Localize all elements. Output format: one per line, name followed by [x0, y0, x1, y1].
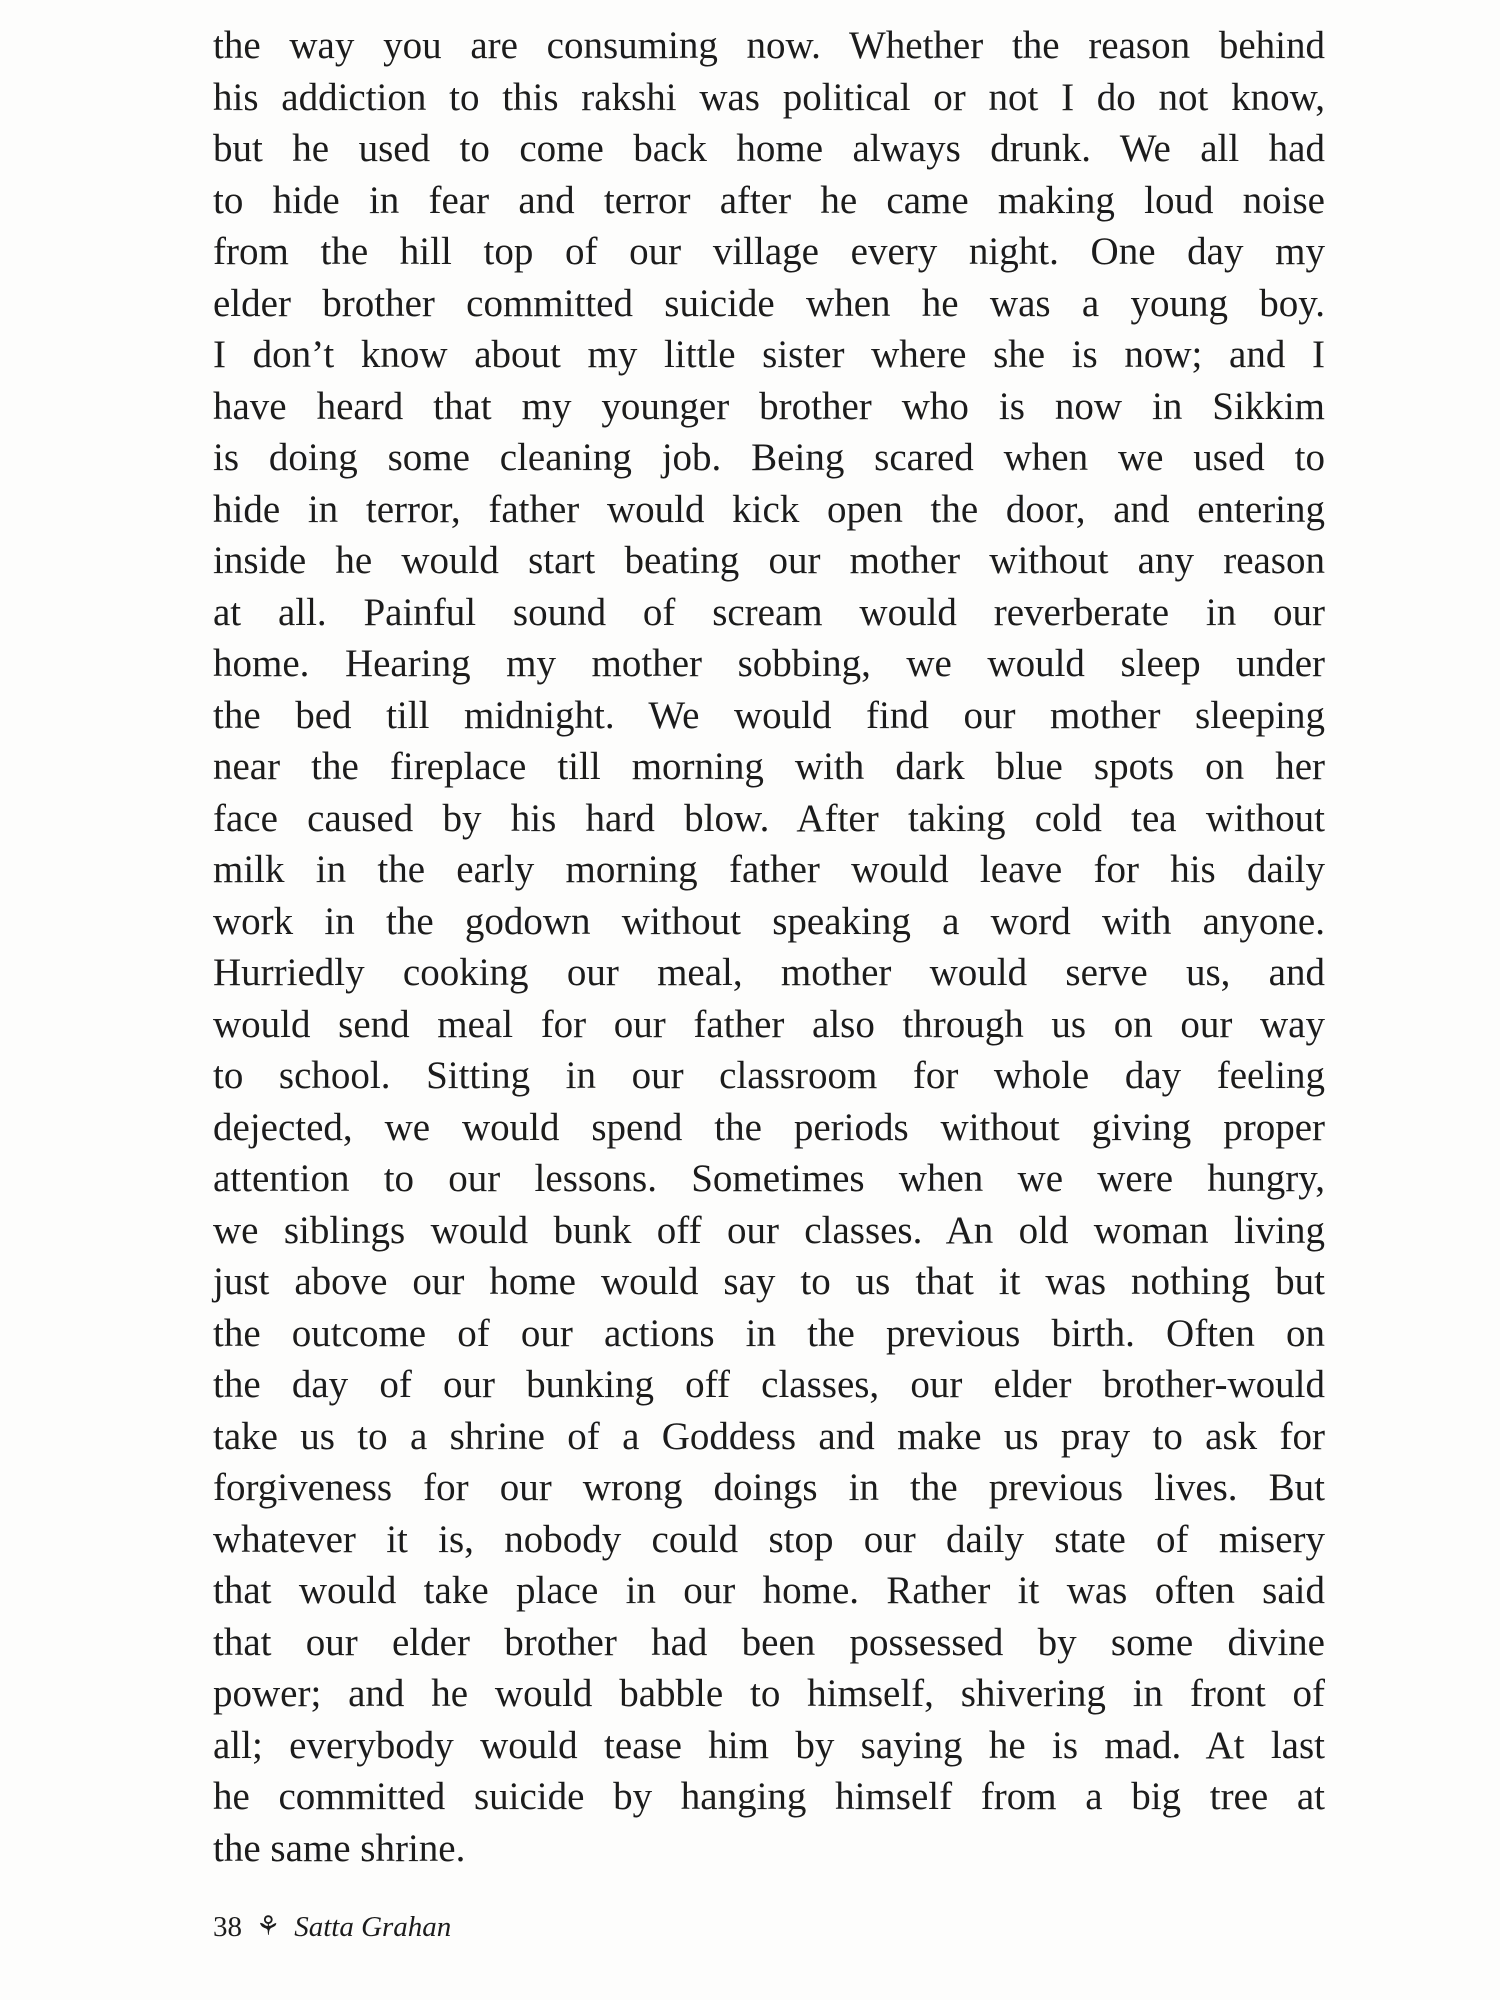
text-line: take us to a shrine of a Goddess and make us pray to ask for: [213, 1414, 1325, 1458]
ornament-icon: ⚘: [256, 1911, 281, 1942]
text-line: that our elder brother had been possessed by some divine: [213, 1620, 1325, 1664]
text-line: from the hill top of our village every night. One day my: [213, 230, 1325, 273]
text-line: at all. Painful sound of scream would reverberate in our: [213, 590, 1325, 634]
text-line: but he used to come back home always drunk. We all had: [213, 127, 1325, 170]
page-footer: [213, 1905, 451, 1949]
text-line: near the fireplace till morning with dark blue spots on her: [213, 745, 1325, 788]
text-line: have heard that my younger brother who is now in Sikkim: [213, 384, 1325, 428]
text-line: the way you are consuming now. Whether the reason behind: [213, 24, 1325, 67]
text-line: whatever it is, nobody could stop our daily state of misery: [213, 1517, 1325, 1561]
text-line: the day of our bunking off classes, our elder brother-would: [213, 1363, 1325, 1406]
text-line: hide in terror, father would kick open the door, and entering: [213, 487, 1325, 531]
page-number: 38: [213, 1911, 242, 1943]
text-line: all; everybody would tease him by saying he is mad. At last: [213, 1723, 1325, 1767]
text-line: work in the godown without speaking a word with anyone.: [213, 899, 1325, 943]
body-paragraph: [213, 20, 1325, 1874]
text-line: power; and he would babble to himself, shivering in front of: [213, 1672, 1325, 1715]
text-line: forgiveness for our wrong doings in the previous lives. But: [213, 1466, 1325, 1509]
text-line: his addiction to this rakshi was political or not I do not know,: [213, 75, 1325, 119]
text-line: the outcome of our actions in the previous birth. Often on: [213, 1311, 1325, 1355]
text-line: home. Hearing my mother sobbing, we would sleep under: [213, 642, 1325, 685]
text-line: just above our home would say to us that it was nothing but: [213, 1260, 1325, 1303]
text-line: is doing some cleaning job. Being scared when we used to: [213, 436, 1325, 479]
text-line: Hurriedly cooking our meal, mother would serve us, and: [213, 951, 1325, 994]
text-line: dejected, we would spend the periods without giving proper: [213, 1105, 1325, 1149]
text-line: would send meal for our father also through us on our way: [213, 1002, 1325, 1046]
text-line: the same shrine.: [213, 1826, 466, 1870]
text-line: we siblings would bunk off our classes. An old woman living: [213, 1208, 1325, 1252]
text-line: I don’t know about my little sister where she is now; and I: [213, 333, 1325, 376]
text-line: that would take place in our home. Rather it was often said: [213, 1569, 1325, 1612]
text-line: elder brother committed suicide when he was a young boy.: [213, 281, 1325, 325]
text-line: attention to our lessons. Sometimes when we were hungry,: [213, 1157, 1325, 1200]
running-title: Satta Grahan: [294, 1911, 452, 1943]
text-line: milk in the early morning father would leave for his daily: [213, 848, 1325, 891]
text-line: the bed till midnight. We would find our mother sleeping: [213, 693, 1325, 737]
text-line: he committed suicide by hanging himself from a big tree at: [213, 1775, 1325, 1818]
text-line: to hide in fear and terror after he came making loud noise: [213, 178, 1325, 222]
text-line: face caused by his hard blow. After taking cold tea without: [213, 796, 1325, 840]
text-line: to school. Sitting in our classroom for whole day feeling: [213, 1054, 1325, 1097]
text-line: inside he would start beating our mother without any reason: [213, 539, 1325, 582]
